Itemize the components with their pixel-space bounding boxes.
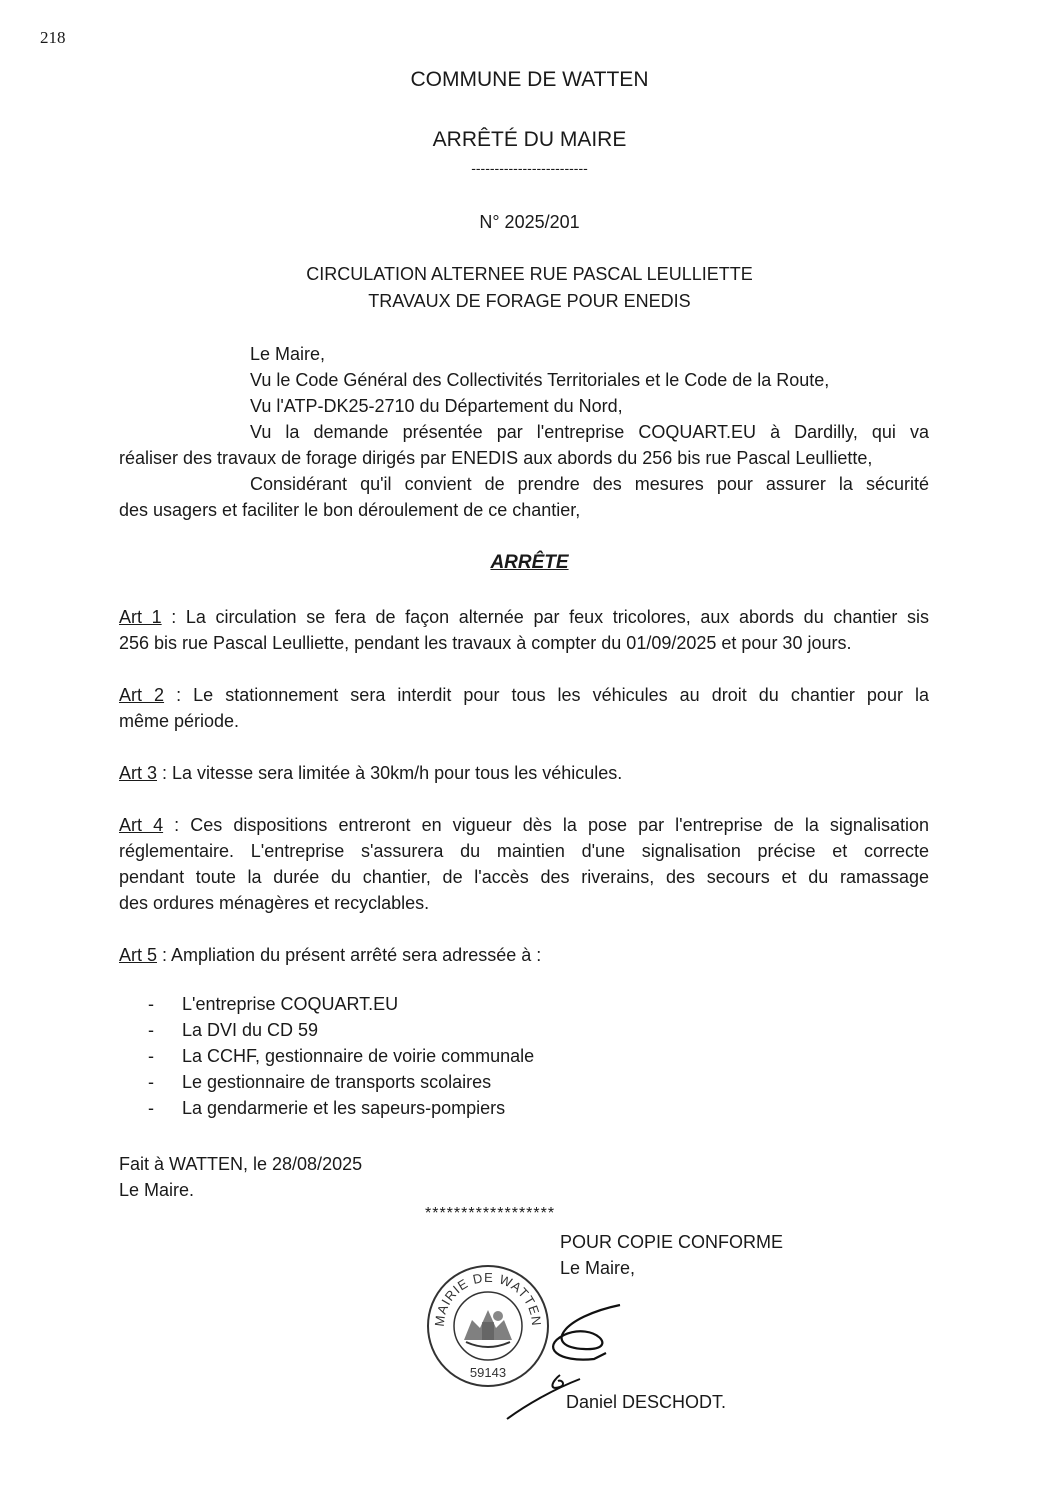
page-number: 218 (40, 28, 66, 47)
article-5: Art 5 : Ampliation du présent arrêté sera adressée à : (119, 945, 542, 965)
footer-le-maire: Le Maire. (119, 1180, 195, 1200)
preamble-vu-atp: Vu l'ATP-DK25-2710 du Département du Nord, (250, 396, 623, 416)
article-text: Ampliation du présent arrêté sera adressée à : (171, 945, 542, 965)
preamble-vu-code: Vu le Code Général des Collectivités Territoriales et le Code de la Route, (250, 370, 830, 390)
article-text: des ordures ménagères et recyclables. (119, 893, 430, 913)
preamble-vu-demande-line2: réaliser des travaux de forage dirigés par ENEDIS aux abords du 256 bis rue Pascal Leulliette, (119, 448, 873, 468)
article-text: La vitesse sera limitée à 30km/h pour tous les véhicules. (172, 763, 623, 783)
arrete-heading: ARRÊTE (490, 552, 569, 573)
stars-separator: ****************** (425, 1205, 556, 1222)
title-separator: ------------------------- (471, 160, 588, 176)
subject-line-1: CIRCULATION ALTERNEE RUE PASCAL LEULLIETTE (306, 264, 753, 284)
article-text: Ces dispositions entreront en vigueur dès la pose par l'entreprise de la signalisation (190, 815, 929, 835)
article-text: Le stationnement sera interdit pour tous les véhicules au droit du chantier pour la (193, 685, 929, 705)
article-text: 256 bis rue Pascal Leulliette, pendant les travaux à compter du 01/09/2025 et pour 30 jours. (119, 633, 852, 653)
recipient-item: - La CCHF, gestionnaire de voirie communale (148, 1046, 535, 1066)
decree-number: N° 2025/201 (479, 212, 580, 232)
article-text: même période. (119, 711, 240, 731)
article-1: Art 1 : La circulation se fera de façon alternée par feux tricolores, aux abords du chantier sis 256 bis rue Pascal Leulliette, pendant les travaux à compter du 01/09/2025 et pour 30 jours. (119, 604, 929, 656)
preamble-considerant-line1: Considérant qu'il convient de prendre des mesures pour assurer la sécurité (250, 474, 929, 494)
recipient-item: - La gendarmerie et les sapeurs-pompiers (148, 1098, 506, 1118)
fait-a: Fait à WATTEN, le 28/08/2025 (119, 1154, 363, 1174)
copie-conforme: POUR COPIE CONFORME (560, 1232, 784, 1252)
article-label: Art 2 (119, 685, 165, 705)
signatory-name: Daniel DESCHODT. (566, 1392, 727, 1412)
article-text: réglementaire. L'entreprise s'assurera du maintien d'une signalisation précise et correcte (119, 841, 929, 861)
copie-le-maire: Le Maire, (560, 1258, 636, 1278)
article-text: pendant toute la durée du chantier, de l'accès des riverains, des secours et du ramassage (119, 867, 929, 887)
recipient-item: - L'entreprise COQUART.EU (148, 994, 399, 1014)
article-text: La circulation se fera de façon alternée par feux tricolores, aux abords du chantier sis (185, 607, 929, 627)
article-2: Art 2 : Le stationnement sera interdit pour tous les véhicules au droit du chantier pour la même période. (119, 682, 929, 734)
recipient-item: - Le gestionnaire de transports scolaires (148, 1072, 492, 1092)
recipient-item: - La DVI du CD 59 (148, 1020, 319, 1040)
document-title: ARRÊTÉ DU MAIRE (432, 128, 627, 151)
article-label: Art 1 (119, 607, 162, 627)
article-label: Art 3 (119, 763, 158, 783)
svg-text:MAIRIE DE WATTEN: MAIRIE DE WATTEN (431, 1269, 545, 1328)
svg-text:59143: 59143 (469, 1365, 507, 1380)
article-label: Art 4 (119, 815, 164, 835)
article-4: Art 4 : Ces dispositions entreront en vigueur dès la pose par l'entreprise de la signalisation réglementaire. L'entreprise s'assurera du maintien d'une signalisation précise et correcte pendant toute la durée du chantier, de l'accès des riverains, des secours et du ramassage des ordures ménagères et recyclables. (119, 812, 929, 916)
commune-title: COMMUNE DE WATTEN (410, 68, 649, 91)
preamble-considerant-line2: des usagers et faciliter le bon déroulement de ce chantier, (119, 500, 581, 520)
article-3: Art 3 : La vitesse sera limitée à 30km/h pour tous les véhicules. (119, 763, 623, 783)
preamble-vu-demande-line1: Vu la demande présentée par l'entreprise COQUART.EU à Dardilly, qui va (250, 422, 929, 442)
preamble-le-maire: Le Maire, (250, 344, 326, 364)
article-label: Art 5 (119, 945, 158, 965)
subject-line-2: TRAVAUX DE FORAGE POUR ENEDIS (368, 291, 691, 311)
